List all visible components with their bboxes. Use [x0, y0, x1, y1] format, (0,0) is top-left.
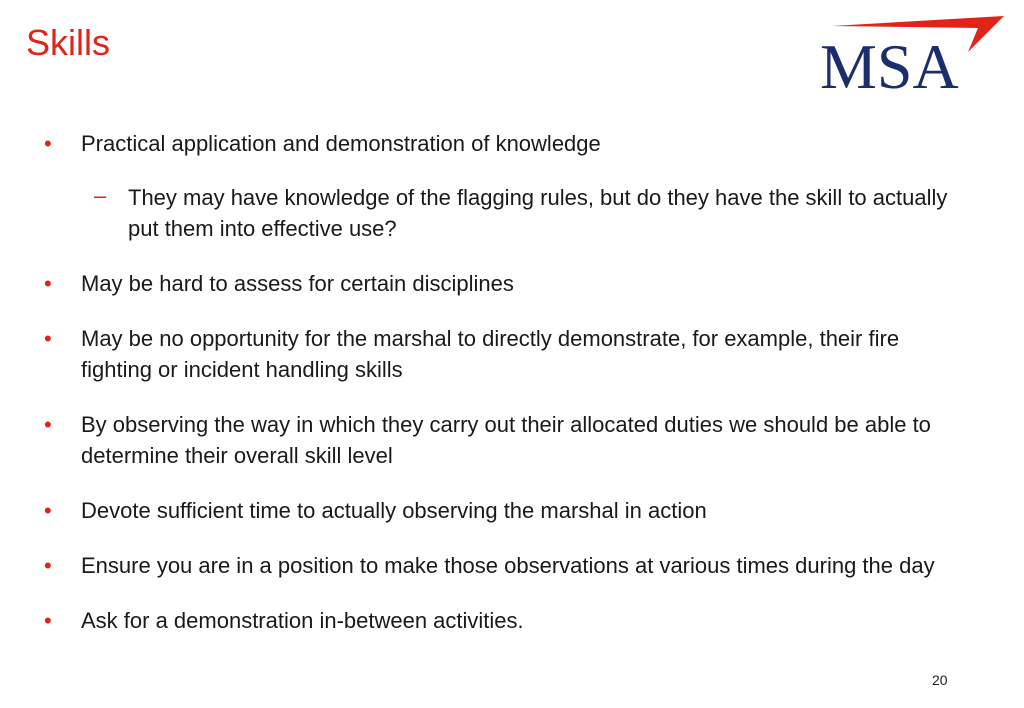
bullet-text: Practical application and demonstration of knowledge — [81, 131, 601, 156]
bullet-text: Ask for a demonstration in-between activities. — [81, 608, 524, 633]
bullet-item — [42, 605, 962, 636]
bullet-marker: • — [44, 131, 52, 156]
page-number: 20 — [932, 672, 948, 688]
bullet-marker: • — [44, 498, 52, 523]
sub-bullet-marker: – — [94, 183, 107, 208]
bullet-marker: • — [44, 553, 52, 578]
logo-text: MSA — [820, 31, 959, 92]
bullet-marker: • — [44, 326, 52, 351]
bullet-marker: • — [44, 608, 52, 633]
bullet-marker: • — [44, 412, 52, 437]
bullet-item — [42, 409, 962, 471]
sub-bullet-text: They may have knowledge of the flagging rules, but do they have the skill to actually put them into effective use? — [128, 185, 948, 241]
sub-bullet-item — [42, 182, 962, 244]
msa-logo — [818, 12, 1006, 92]
bullet-item — [42, 495, 962, 526]
slide-title: Skills — [26, 22, 111, 63]
bullet-item — [42, 323, 962, 385]
bullet-list — [42, 128, 962, 660]
bullet-text: Ensure you are in a position to make those observations at various times during the day — [81, 553, 935, 578]
bullet-text: May be no opportunity for the marshal to directly demonstrate, for example, their fire fighting or incident handling skills — [81, 326, 900, 382]
bullet-item — [42, 550, 962, 581]
bullet-text: May be hard to assess for certain disciplines — [81, 271, 514, 296]
bullet-text: Devote sufficient time to actually observing the marshal in action — [81, 498, 707, 523]
bullet-item — [42, 268, 962, 299]
bullet-item — [42, 128, 962, 159]
bullet-marker: • — [44, 271, 52, 296]
bullet-text: By observing the way in which they carry out their allocated duties we should be able to determine their overall skill level — [81, 412, 931, 468]
